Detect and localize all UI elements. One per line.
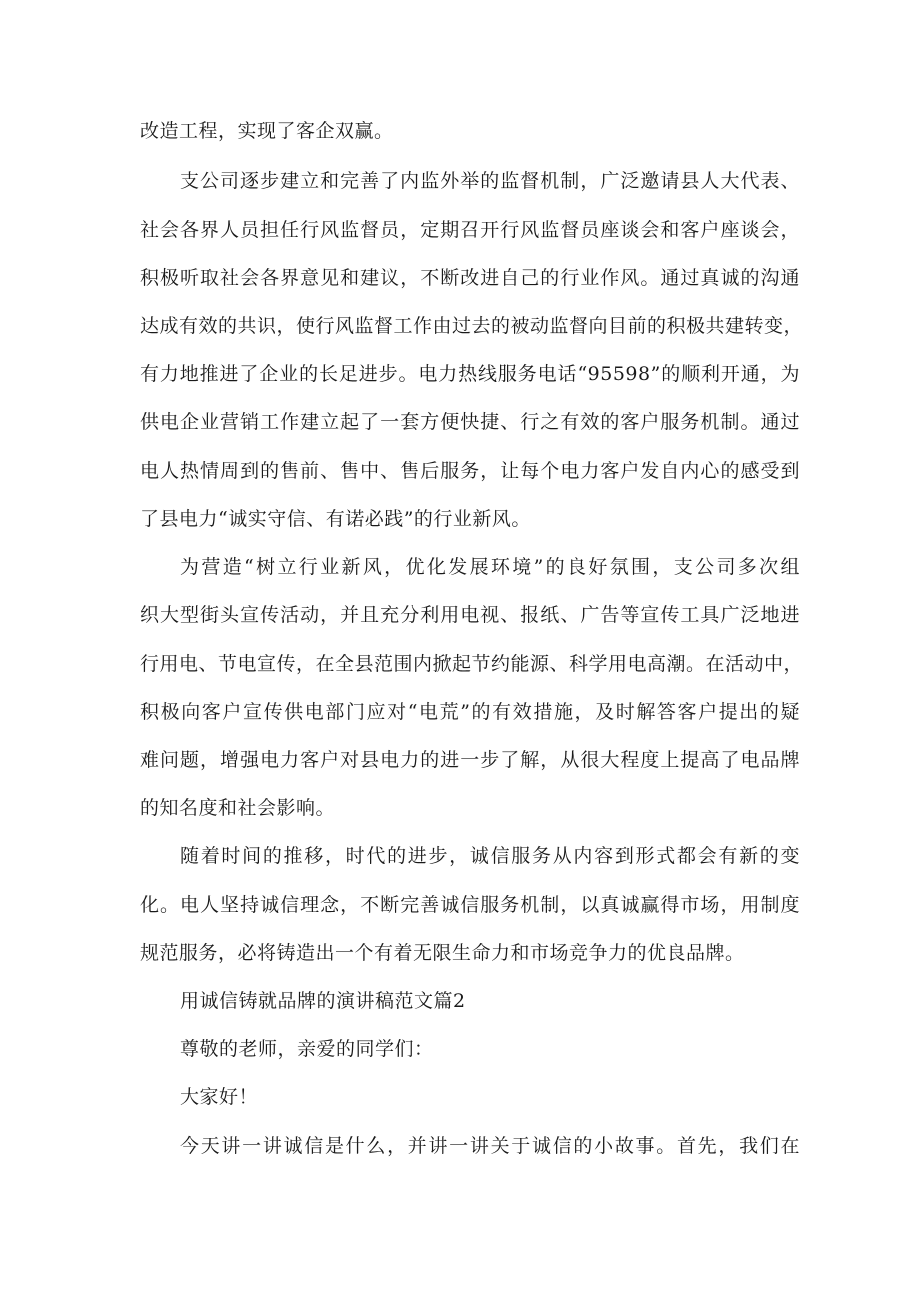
paragraph-line: 积极向客户宣传供电部门应对“电荒”的有效措施，及时解答客户提出的疑 (140, 701, 800, 723)
paragraph-line: 随着时间的推移，时代的进步，诚信服务从内容到形式都会有新的变 (180, 845, 800, 867)
paragraph-line: 化。电人坚持诚信理念，不断完善诚信服务机制，以真诚赢得市场，用制度 (140, 894, 800, 916)
paragraph-line: 规范服务，必将铸造出一个有着无限生命力和市场竞争力的优良品牌。 (140, 942, 745, 964)
paragraph-line: 达成有效的共识，使行风监督工作由过去的被动监督向目前的积极共建转变， (140, 315, 804, 337)
paragraph-line: 难问题，增强电力客户对县电力的进一步了解，从很大程度上提高了电品牌 (140, 749, 800, 771)
paragraph-line: 供电企业营销工作建立起了一套方便快捷、行之有效的客户服务机制。通过 (140, 411, 800, 433)
salutation: 尊敬的老师，亲爱的同学们： (180, 1038, 434, 1060)
paragraph-line: 有力地推进了企业的长足进步。电力热线服务电话“95598”的顺利开通，为 (140, 363, 800, 385)
paragraph-line: 今天讲一讲诚信是什么，并讲一讲关于诚信的小故事。首先，我们在 (180, 1135, 800, 1157)
paragraph-line: 社会各界人员担任行风监督员，定期召开行风监督员座谈会和客户座谈会， (140, 219, 800, 241)
paragraph-line: 行用电、节电宣传，在全县范围内掀起节约能源、科学用电高潮。在活动中， (140, 653, 804, 675)
paragraph-line: 为营造“树立行业新风，优化发展环境”的良好氛围，支公司多次组 (180, 556, 800, 578)
paragraph-line: 改造工程，实现了客企双赢。 (140, 120, 394, 142)
paragraph-line: 积极听取社会各界意见和建议，不断改进自己的行业作风。通过真诚的沟通 (140, 267, 800, 289)
paragraph-line: 支公司逐步建立和完善了内监外举的监督机制，广泛邀请县人大代表、 (180, 170, 800, 192)
paragraph-line: 了县电力“诚实守信、有诺必践”的行业新风。 (140, 508, 531, 530)
greeting: 大家好！ (180, 1086, 259, 1108)
paragraph-line: 的知名度和社会影响。 (140, 797, 336, 819)
section-heading: 用诚信铸就品牌的演讲稿范文篇2 (180, 990, 466, 1012)
paragraph-line: 织大型街头宣传活动，并且充分利用电视、报纸、广告等宣传工具广泛地进 (140, 604, 800, 626)
paragraph-line: 电人热情周到的售前、售中、售后服务，让每个电力客户发自内心的感受到 (140, 460, 800, 482)
